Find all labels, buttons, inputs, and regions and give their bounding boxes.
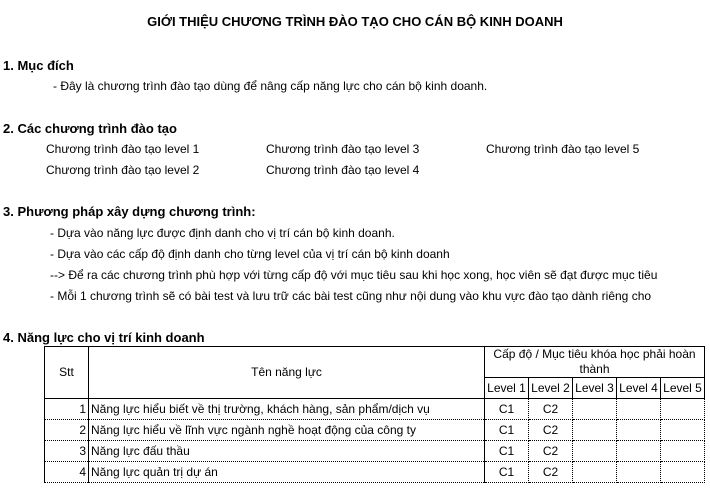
header-level-group: Cấp độ / Mục tiêu khóa học phải hoàn thành: [485, 347, 705, 378]
program-level-5: Chương trình đào tạo level 5: [486, 142, 640, 156]
section-3-heading: 3. Phương pháp xây dựng chương trình:: [3, 204, 256, 219]
row-level-4: [617, 462, 661, 483]
program-level-1: Chương trình đào tạo level 1: [46, 142, 200, 156]
row-level-5: [661, 420, 705, 441]
method-line-2: - Dựa vào các cấp độ định danh cho từng level của vị trí cán bộ kinh doanh: [50, 247, 450, 261]
row-level-3: [573, 420, 617, 441]
header-level-3: Level 3: [573, 378, 617, 399]
program-level-3: Chương trình đào tạo level 3: [266, 142, 420, 156]
header-level-2: Level 2: [529, 378, 573, 399]
table-row: [45, 462, 705, 483]
method-line-3: --> Để ra các chương trình phù hợp với từng cấp độ với mục tiêu sau khi học xong, học viên sẽ đạt được mục tiêu: [50, 268, 658, 282]
table-row: [45, 399, 705, 420]
row-level-3: [573, 462, 617, 483]
header-level-1: Level 1: [485, 378, 529, 399]
row-competency-name: Năng lực hiểu biết về thị trường, khách hàng, sản phẩm/dịch vụ: [89, 399, 485, 420]
row-level-4: [617, 420, 661, 441]
row-stt: 3: [45, 441, 89, 462]
row-level-3: [573, 399, 617, 420]
method-line-4: - Mỗi 1 chương trình sẽ có bài test và lưu trữ các bài test cũng như nội dung vào khu vực đào tạo dành riêng cho: [50, 289, 652, 303]
row-stt: 4: [45, 462, 89, 483]
row-stt: 1: [45, 399, 89, 420]
row-level-5: [661, 462, 705, 483]
table-row: [45, 441, 705, 462]
row-level-2: C2: [529, 420, 573, 441]
row-level-4: [617, 399, 661, 420]
section-1-text: - Đây là chương trình đào tạo dùng để nâng cấp năng lực cho cán bộ kinh doanh.: [53, 79, 488, 93]
page-title: GIỚI THIỆU CHƯƠNG TRÌNH ĐÀO TẠO CHO CÁN BỘ KINH DOANH: [147, 14, 563, 29]
row-level-1: C1: [485, 462, 529, 483]
row-competency-name: Năng lực đấu thầu: [89, 441, 485, 462]
program-level-4: Chương trình đào tạo level 4: [266, 163, 420, 177]
row-competency-name: Năng lực quản trị dự án: [89, 462, 485, 483]
header-level-4: Level 4: [617, 378, 661, 399]
header-level-5: Level 5: [661, 378, 705, 399]
competency-table: [44, 346, 705, 483]
section-2-heading: 2. Các chương trình đào tạo: [3, 121, 177, 136]
row-level-3: [573, 441, 617, 462]
row-level-2: C2: [529, 462, 573, 483]
row-level-2: C2: [529, 399, 573, 420]
row-level-1: C1: [485, 399, 529, 420]
row-competency-name: Năng lực hiểu về lĩnh vực ngành nghề hoạt động của công ty: [89, 420, 485, 441]
row-level-2: C2: [529, 441, 573, 462]
section-1-heading: 1. Mục đích: [3, 58, 74, 73]
row-level-1: C1: [485, 441, 529, 462]
row-level-5: [661, 399, 705, 420]
row-level-4: [617, 441, 661, 462]
program-level-2: Chương trình đào tạo level 2: [46, 163, 200, 177]
method-line-1: - Dựa vào năng lực được định danh cho vị trí cán bộ kinh doanh.: [50, 226, 395, 240]
header-competency-name: Tên năng lực: [89, 347, 485, 399]
row-stt: 2: [45, 420, 89, 441]
row-level-1: C1: [485, 420, 529, 441]
row-level-5: [661, 441, 705, 462]
section-4-heading: 4. Năng lực cho vị trí kinh doanh: [3, 330, 205, 345]
header-stt: Stt: [45, 347, 89, 399]
table-row: [45, 420, 705, 441]
